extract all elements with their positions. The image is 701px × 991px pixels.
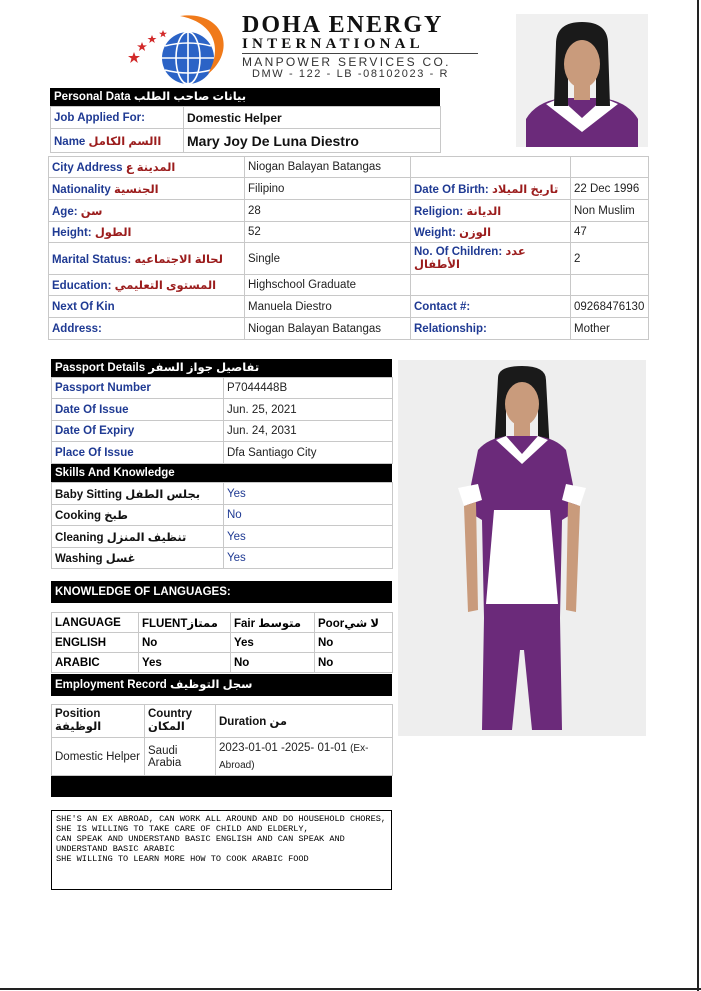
language-row xyxy=(52,653,393,673)
page-border-right xyxy=(697,0,699,991)
fair-col-header: Fair متوسط xyxy=(231,613,315,633)
height-label: Height: الطول xyxy=(49,222,245,243)
weight-value: 47 xyxy=(571,222,649,243)
babysitting-value: Yes xyxy=(224,483,393,505)
row-nationality xyxy=(49,178,649,200)
fluent-value: No xyxy=(139,633,231,653)
cleaning-label: Cleaning تنظيف المنزل xyxy=(52,526,224,548)
fluent-value: Yes xyxy=(139,653,231,673)
employment-row xyxy=(52,738,393,776)
personal-data-table xyxy=(48,156,649,340)
washing-label: Washing غسل xyxy=(52,548,224,569)
job-name-table xyxy=(50,106,441,153)
passport-row xyxy=(52,442,393,464)
languages-table xyxy=(51,612,393,673)
weight-label: Weight: الوزن xyxy=(411,222,571,243)
marital-label: Marital Status: لحالة الاجتماعيه xyxy=(49,243,245,275)
language-name: ARABIC xyxy=(52,653,139,673)
company-logo xyxy=(128,8,238,86)
row-kin xyxy=(49,296,649,318)
passport-table xyxy=(51,377,393,464)
employment-table xyxy=(51,704,393,776)
city-value: Niogan Balayan Batangas xyxy=(245,157,411,178)
empty-cell xyxy=(571,275,649,296)
expiry-date-value: Jun. 24, 2031 xyxy=(224,421,393,442)
skill-row xyxy=(52,548,393,569)
passport-number-value: P7044448B xyxy=(224,378,393,399)
job-applied-label: Job Applied For: xyxy=(51,107,184,129)
age-label: Age: سن xyxy=(49,200,245,222)
country-col-header: Country المكان xyxy=(145,705,216,738)
dob-label: Date Of Birth: تاريخ الميلاد xyxy=(411,178,571,200)
poor-value: No xyxy=(315,633,393,653)
washing-value: Yes xyxy=(224,548,393,569)
skill-row xyxy=(52,483,393,505)
passport-header: Passport Details تفاصيل جواز السفر xyxy=(51,359,392,377)
license-number: DMW - 122 - LB -08102023 - R xyxy=(252,68,450,80)
issue-date-label: Date Of Issue xyxy=(52,399,224,421)
height-value: 52 xyxy=(245,222,411,243)
row-age xyxy=(49,200,649,222)
cooking-label: Cooking طبخ xyxy=(52,505,224,526)
company-subtitle: INTERNATIONAL xyxy=(242,36,424,52)
name-label-ar: االسم الكامل xyxy=(88,135,162,148)
cleaning-value: Yes xyxy=(224,526,393,548)
language-name: ENGLISH xyxy=(52,633,139,653)
poor-col-header: Poorلا شي xyxy=(315,613,393,633)
contact-label: Contact #: xyxy=(411,296,571,318)
name-value: Mary Joy De Luna Diestro xyxy=(184,129,441,153)
passport-number-label: Passport Number xyxy=(52,378,224,399)
country-value: Saudi Arabia xyxy=(145,738,216,776)
skill-row xyxy=(52,505,393,526)
address-label: Address: xyxy=(49,318,245,340)
education-value: Highschool Graduate xyxy=(245,275,411,296)
passport-row xyxy=(52,378,393,399)
relationship-label: Relationship: xyxy=(411,318,571,340)
contact-value: 09268476130 xyxy=(571,296,649,318)
duration-note: (Ex-Abroad) xyxy=(219,742,369,771)
dob-value: 22 Dec 1996 xyxy=(571,178,649,200)
name-label xyxy=(51,129,184,153)
expiry-date-label: Date Of Expiry xyxy=(52,421,224,442)
employment-header-row xyxy=(52,705,393,738)
page-border-bottom xyxy=(0,988,701,990)
duration-value: 2023-01-01 -2025- 01-01 (Ex-Abroad) xyxy=(216,738,393,776)
languages-header: KNOWLEDGE OF LANGUAGES: xyxy=(51,581,392,603)
language-row xyxy=(52,633,393,653)
row-height xyxy=(49,222,649,243)
lang-col-header: LANGUAGE xyxy=(52,613,139,633)
religion-label: Religion: الديانة xyxy=(411,200,571,222)
city-label: City Address المدينة ع xyxy=(49,157,245,178)
babysitting-label: Baby Sitting بجلس الطفل xyxy=(52,483,224,505)
position-col-header: Position الوظيفة xyxy=(52,705,145,738)
issue-place-value: Dfa Santiago City xyxy=(224,442,393,464)
empty-cell xyxy=(571,157,649,178)
row-education xyxy=(49,275,649,296)
nationality-value: Filipino xyxy=(245,178,411,200)
job-applied-value: Domestic Helper xyxy=(184,107,441,129)
kin-label: Next Of Kin xyxy=(49,296,245,318)
relationship-value: Mother xyxy=(571,318,649,340)
poor-value: No xyxy=(315,653,393,673)
headshot-photo xyxy=(516,14,648,147)
issue-date-value: Jun. 25, 2021 xyxy=(224,399,393,421)
cooking-value: No xyxy=(224,505,393,526)
position-value: Domestic Helper xyxy=(52,738,145,776)
employment-footer-bar xyxy=(51,776,392,797)
children-label: No. Of Children: عدد الأطفال xyxy=(411,243,571,275)
fluent-col-header: FLUENTممتاز xyxy=(139,613,231,633)
passport-row xyxy=(52,421,393,442)
passport-row xyxy=(52,399,393,421)
skills-header: Skills And Knowledge xyxy=(51,464,392,482)
children-value: 2 xyxy=(571,243,649,275)
row-city xyxy=(49,157,649,178)
kin-value: Manuela Diestro xyxy=(245,296,411,318)
brand-divider xyxy=(242,53,478,54)
company-name: DOHA ENERGY xyxy=(242,12,444,38)
nationality-label: Nationality الجنسية xyxy=(49,178,245,200)
fair-value: No xyxy=(231,653,315,673)
age-value: 28 xyxy=(245,200,411,222)
skills-table xyxy=(51,482,393,569)
remarks-box: SHE'S AN EX ABROAD, CAN WORK ALL AROUND AND DO HOUSEHOLD CHORES, SHE IS WILLING TO TAKE CARE OF CHILD AND ELDERLY, CAN SPEAK AND UNDERSTAND BASIC ENGLISH AND CAN SPEAK AND UNDERSTAND BASIC ARABIC SHE WILLING TO LEARN MORE HOW TO COOK ARABIC FOOD xyxy=(51,810,392,890)
education-label: Education: المستوى التعليمي xyxy=(49,275,245,296)
religion-value: Non Muslim xyxy=(571,200,649,222)
row-address xyxy=(49,318,649,340)
row-marital xyxy=(49,243,649,275)
personal-data-header: Personal Data بيانات صاحب الطلب xyxy=(50,88,440,106)
stars-decoration xyxy=(128,30,167,63)
marital-value: Single xyxy=(245,243,411,275)
full-body-photo xyxy=(398,360,646,736)
empty-cell xyxy=(411,275,571,296)
address-value: Niogan Balayan Batangas xyxy=(245,318,411,340)
fair-value: Yes xyxy=(231,633,315,653)
duration-col-header: Duration من xyxy=(216,705,393,738)
skill-row xyxy=(52,526,393,548)
empty-cell xyxy=(411,157,571,178)
languages-header-row xyxy=(52,613,393,633)
issue-place-label: Place Of Issue xyxy=(52,442,224,464)
name-label-en: Name xyxy=(54,135,86,148)
company-tagline: MANPOWER SERVICES CO. xyxy=(242,55,451,69)
employment-header: Employment Record سجل التوظيف xyxy=(51,674,392,696)
